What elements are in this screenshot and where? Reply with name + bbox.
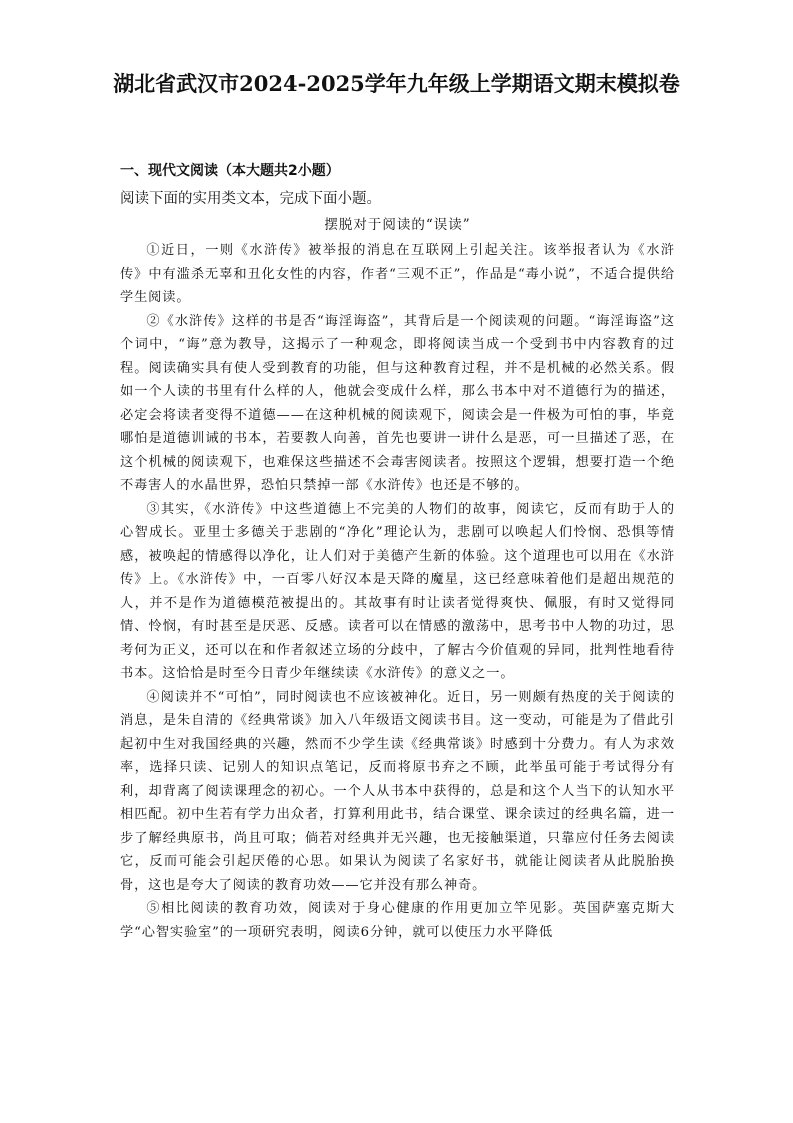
document-title: 湖北省武汉市2024-2025学年九年级上学期语文期末模拟卷 — [113, 71, 680, 96]
article-body — [120, 239, 675, 944]
reading-instruction: 阅读下面的实用类文本，完成下面小题。 — [120, 191, 381, 207]
paragraph-1: ①近日，一则《水浒传》被举报的消息在互联网上引起关注。该举报者认为《水浒传》中有滥杀无辜和丑化女性的内容，作者“三观不正”，作品是“毒小说”，不适合提供给学生阅读。 — [120, 243, 675, 305]
paragraph-2: ②《水浒传》这样的书是否“诲淫诲盗”，其背后是一个阅读观的问题。“诲淫诲盗”这个词中，“诲”意为教导，这揭示了一种观念，即将阅读当成一个受到书中内容教育的过程。阅读确实具有使人受到教育的功能，但与这种教育过程，并不是机械的必然关系。假如一个人读的书里有什么样的人，他就会变成什么样，那么书本中对不道德行为的描述，必定会将读者变得不道德——在这种机械的阅读观下，阅读会是一件极为可怕的事，毕竟哪怕是道德训诫的书本，若要教人向善，首先也要讲一讲什么是恶，可一旦描述了恶，在这个机械的阅读观下，也难保这些描述不会毒害阅读者。按照这个逻辑，想要打造一个绝不毒害人的水晶世界，恐怕只禁掉一部《水浒传》也还是不够的。 — [120, 313, 675, 493]
paragraph-5: ⑤相比阅读的教育功效，阅读对于身心健康的作用更加立竿见影。英国萨塞克斯大学“心智实验室”的一项研究表明，阅读6分钟，就可以使压力水平降低 — [120, 901, 675, 940]
article-title: 摆脱对于阅读的“误读” — [324, 217, 471, 233]
paragraph-3: ③其实，《水浒传》中这些道德上不完美的人物们的故事，阅读它，反而有助于人的心智成长。亚里士多德关于悲剧的“净化”理论认为，悲剧可以唤起人们怜悯、恐惧等情感，被唤起的情感得以净化，让人们对于美德产生新的体验。这个道理也可以用在《水浒传》上。《水浒传》中，一百零八好汉本是天降的魔星，这已经意味着他们是超出规范的人，并不是作为道德模范被提出的。其故事有时让读者觉得爽快、佩服，有时又觉得同情、怜悯，有时甚至是厌恶、反感。读者可以在情感的激荡中，思考书中人物的功过，思考何为正义，还可以在和作者叙述立场的分歧中，了解古今价值观的异同，批判性地看待书本。这恰恰是时至今日青少年继续读《水浒传》的意义之一。 — [120, 501, 675, 681]
section-heading: 一、现代文阅读（本大题共2小题） — [120, 163, 340, 179]
paragraph-4: ④阅读并不“可怕”，同时阅读也不应该被神化。近日，另一则颇有热度的关于阅读的消息，是朱自清的《经典常谈》加入八年级语文阅读书目。这一变动，可能是为了借此引起初中生对我国经典的兴趣，然而不少学生读《经典常谈》时感到十分费力。有人为求效率，选择只读、记别人的知识点笔记，反而将原书弃之不顾，此举虽可能于考试得分有利，却背离了阅读课理念的初心。一个人从书本中获得的，总是和这个人当下的认知水平相匹配。初中生若有学力出众者，打算利用此书，结合课堂、课余读过的经典名篇，进一步了解经典原书，尚且可取；倘若对经典并无兴趣，也无接触渠道，只靠应付任务去阅读它，反而可能会引起厌倦的心思。如果认为阅读了名家好书，就能让阅读者从此脱胎换骨，这也是夸大了阅读的教育功效——它并没有那么神奇。 — [120, 689, 675, 893]
